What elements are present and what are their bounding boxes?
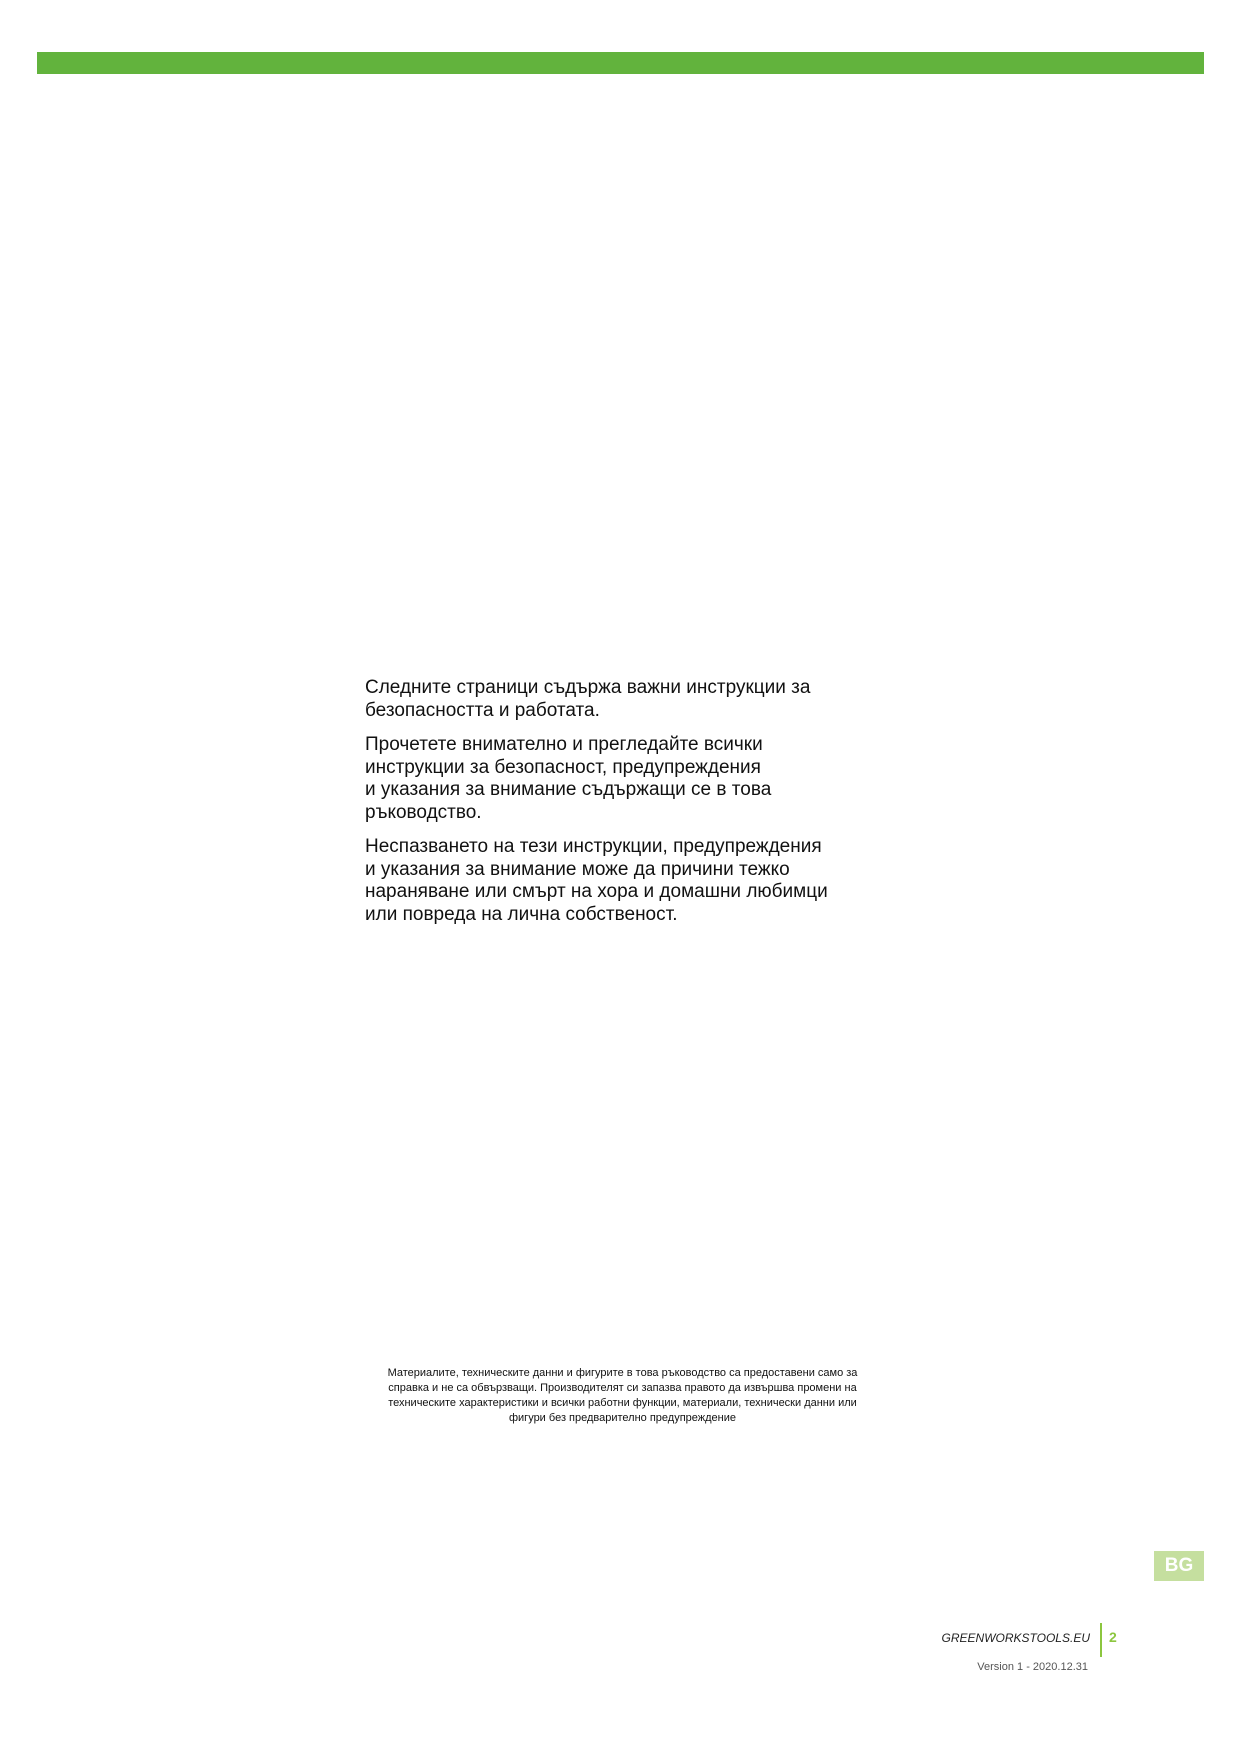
- intro-paragraph-3: Неспазването на тези инструкции, предупреждения и указания за внимание може да причини тежко нараняване или смърт на хора и домашни любимци или повреда на лична собственост.: [365, 836, 828, 925]
- safety-intro: [365, 677, 885, 938]
- intro-paragraph-1: Следните страници съдържа важни инструкции за безопасността и работата.: [365, 677, 811, 721]
- legal-disclaimer: Материалите, техническите данни и фигурите в това ръководство са предоставени само за справка и не са обвързващи. Производителят си запазва правото да извършва промени на техническите характеристики и всички работни функции, материали, технически данни или фигури без предварително предупреждение: [387, 1367, 858, 1424]
- header-accent-bar: [37, 52, 1204, 74]
- intro-paragraph-2: Прочетете внимателно и прегледайте всички инструкции за безопасност, предупреждения и указания за внимание съдържащи се в това ръководство.: [365, 734, 772, 823]
- version-label: Version 1 - 2020.12.31: [977, 1661, 1088, 1673]
- page-number: 2: [1109, 1629, 1117, 1645]
- language-badge: BG: [1154, 1551, 1204, 1581]
- footer-website: GREENWORKSTOOLS.EU: [941, 1631, 1090, 1645]
- footer-divider: [1100, 1623, 1102, 1657]
